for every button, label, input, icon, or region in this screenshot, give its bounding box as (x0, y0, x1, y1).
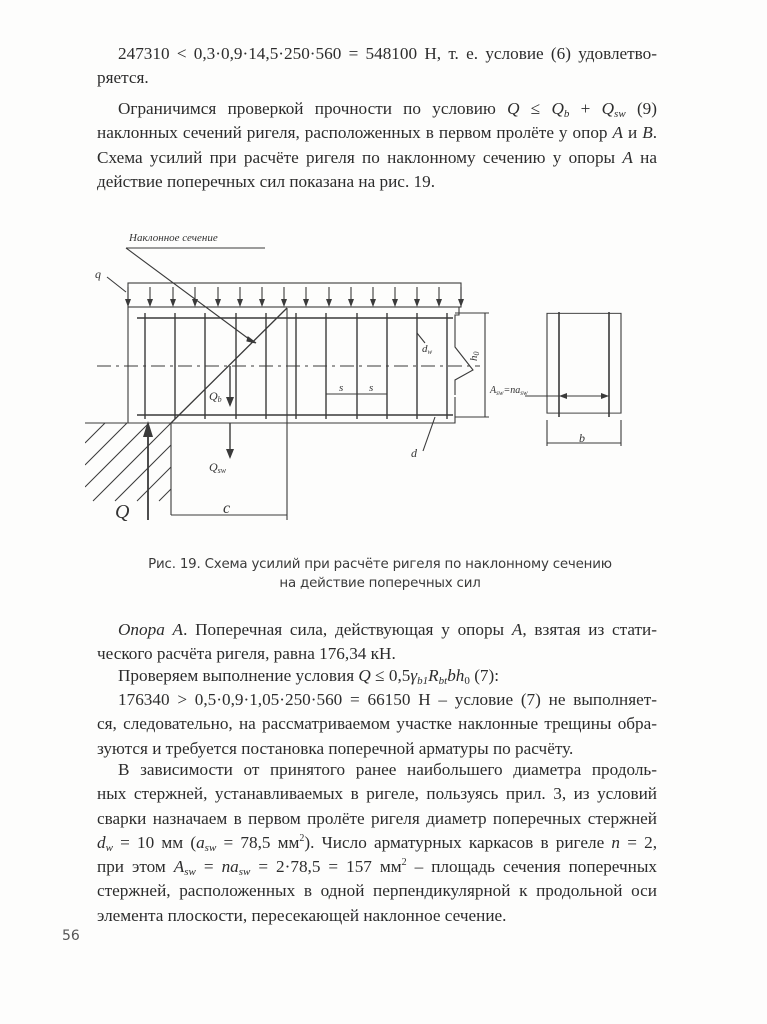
equation-number: (9) (625, 99, 657, 118)
math-operator: = (195, 857, 222, 877)
figure-19-diagram (85, 215, 685, 535)
page-number: 56 (62, 928, 80, 944)
distributed-load-arrows (128, 287, 461, 305)
text-line: 247310 < 0,3·0,9·14,5·250·560 = 548100 Н, т. е. условие (6) удовлетво- (118, 44, 657, 63)
label-c: c (223, 500, 231, 517)
math-symbol-n: n (611, 832, 621, 852)
math-operator: + (569, 99, 602, 118)
text-line: зуются и требуется постановка поперечной арматуры по расчёту. (97, 738, 574, 758)
math-symbol-A: A (622, 147, 633, 167)
text-segment: 176340 > 0,5·0,9·1,05·250·560 = 66150 Н – условие (7) не выполняет- (118, 690, 657, 709)
text-segment: . Поперечная сила, действующая у опоры (183, 620, 512, 639)
text-line: действие поперечных сил показана на рис. 19. (97, 171, 436, 191)
figure-caption (100, 555, 660, 593)
paragraph-condition-7 (97, 664, 657, 688)
math-subscript: sw (614, 108, 626, 120)
math-symbol-A: A (511, 620, 523, 639)
math-subscript: w (105, 841, 113, 854)
math-symbol-A: A (612, 123, 624, 143)
math-symbol-Qb: Q (551, 99, 564, 118)
label-Q: Q (115, 501, 130, 523)
text-segment: – площадь сечения поперечных (406, 857, 657, 877)
math-subscript: b1 (417, 675, 429, 687)
math-symbol-bh: bh (447, 666, 465, 685)
math-subscript: bt (438, 675, 448, 687)
label-inclined-section: Наклонное сечение (129, 232, 218, 244)
math-subscript: b (563, 108, 570, 120)
label-s-1: s (339, 382, 344, 394)
text-segment: = 2·78,5 = 157 мм (250, 857, 402, 877)
text-segment: на (632, 147, 657, 167)
math-subscript: 0 (464, 675, 470, 687)
label-s-2: s (369, 382, 374, 394)
math-symbol-gamma: γ (410, 666, 418, 685)
text-line: сварки назначаем в первом пролёте ригеля диаметр поперечных стержней (97, 808, 657, 828)
label-d: d (411, 446, 417, 460)
text-segment: при этом (97, 857, 174, 877)
math-symbol-na: na (221, 857, 239, 877)
text-line: ся, следовательно, на рассматриваемом участке наклонные трещины обра- (97, 714, 657, 734)
label-b: b (579, 431, 585, 445)
math-superscript: 2 (401, 857, 407, 869)
math-symbol-A: A (173, 857, 185, 877)
math-symbol-Q: Q (507, 99, 520, 118)
label-Qb: Qb (209, 389, 222, 404)
math-symbol-R: R (428, 666, 439, 685)
math-symbol-a: a (196, 832, 205, 852)
math-subscript: sw (184, 866, 196, 879)
label-Qsw: Qsw (209, 460, 227, 475)
text-line: ряется. (97, 68, 149, 88)
caption-line-1: Рис. 19. Схема усилий при расчёте ригеля по наклонному сечению (148, 557, 612, 572)
text-segment: = 10 мм ( (112, 832, 197, 852)
paragraph-support-a (97, 618, 657, 667)
text-segment: ). Число арматурных каркасов в ригеле (304, 832, 612, 852)
math-symbol-d: d (97, 832, 106, 852)
text-segment: , взятая из стати- (522, 620, 657, 639)
text-segment: Ограничимся проверкой прочности по условию (118, 99, 508, 118)
text-segment: Проверяем выполнение условия (118, 666, 359, 685)
text-segment: . (652, 123, 658, 143)
text-line: ческого расчёта ригеля, равна 176,34 кН. (97, 644, 396, 664)
math-superscript: 2 (299, 832, 305, 844)
label-dw: dw (422, 343, 433, 356)
text-line: стержней, расположенных в одной перпендикулярной к продольной оси (97, 881, 657, 901)
text-segment: = 2, (620, 832, 657, 852)
paragraph-condition-6 (97, 42, 657, 91)
text-line: ных стержней, устанавливаемых в ригеле, пользуясь прил. 3, из условий (97, 784, 657, 804)
label-q: q (95, 267, 101, 281)
label-h0: h0 (468, 351, 481, 361)
text-segment: Схема усилий при расчёте ригеля по наклонному сечению у опоры (97, 147, 623, 167)
math-symbol-Q: Q (358, 666, 371, 685)
equation-number: (7): (469, 666, 500, 685)
math-subscript: sw (204, 841, 217, 854)
math-operator: ≤ (519, 99, 552, 118)
text-segment: = 78,5 мм (216, 832, 300, 852)
text-segment: наклонных сечений ригеля, расположенных в первом пролёте у опор (97, 123, 613, 143)
caption-line-2: на действие поперечных сил (279, 576, 481, 591)
paragraph-condition-7-result (97, 688, 657, 761)
text-segment: и (623, 123, 643, 143)
paragraph-strength-check (97, 97, 657, 194)
text-segment: В зависимости от принятого ранее наибольшего диаметра продоль- (118, 760, 657, 779)
math-subscript: sw (238, 866, 251, 879)
text-line: элемента плоскости, пересекающей наклонное сечение. (97, 905, 507, 925)
paragraph-transverse-bars (97, 758, 657, 928)
label-Asw: $A_{sw}=na_{sw}$ (490, 385, 528, 397)
math-operator: ≤ 0,5 (370, 666, 411, 685)
beam-force-scheme-diagram (85, 215, 685, 535)
italic-heading: Опора А (118, 620, 184, 639)
math-symbol-Qsw: Q (601, 99, 615, 118)
math-symbol-B: B (642, 123, 653, 143)
